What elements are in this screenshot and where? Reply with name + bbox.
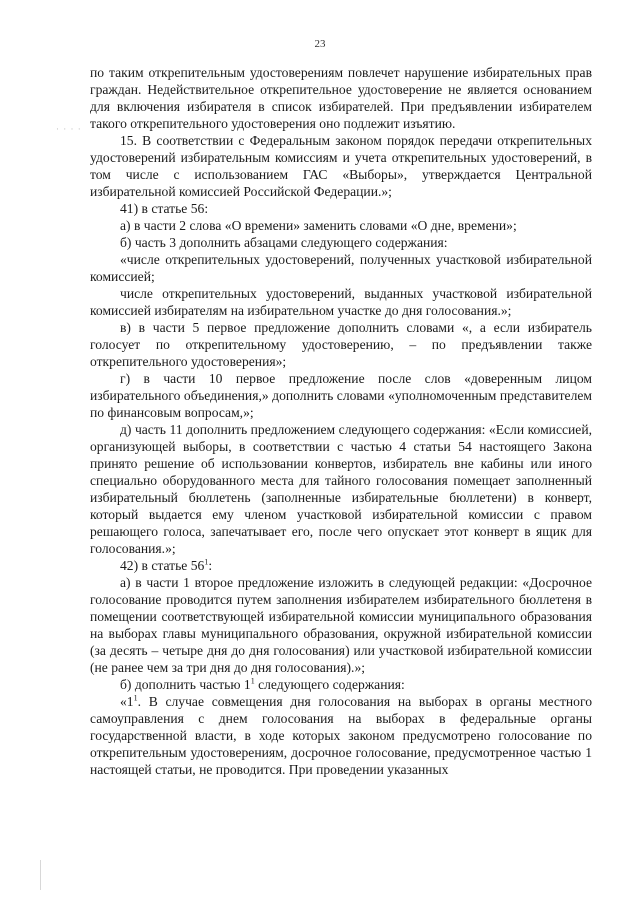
paragraph: «числе открепительных удостоверений, полученных участковой избирательной комиссией; bbox=[90, 252, 592, 284]
paragraph: по таким открепительным удостоверениям повлечет нарушение избирательных прав граждан. Недействительное открепительное удостоверение не является основанием для включения избирателя в список избирателей. При предъявлении избирателем такого открепительного удостоверения оно подлежит изъятию. bbox=[90, 65, 592, 131]
paragraph-new-part bbox=[90, 693, 592, 778]
superscript: 1 bbox=[250, 676, 255, 686]
text: 42) в статье 56 bbox=[120, 558, 205, 573]
paragraph-part-1-1 bbox=[90, 676, 592, 693]
text: б) дополнить частью 1 bbox=[120, 677, 251, 692]
superscript: 1 bbox=[133, 693, 138, 703]
scan-edge-line bbox=[40, 860, 41, 890]
paragraph-article-56-1 bbox=[90, 557, 592, 574]
paragraph: числе открепительных удостоверений, выданных участковой избирательной комиссией избирателям на избирательном участке до дня голосования.»; bbox=[90, 286, 592, 318]
text: «1 bbox=[120, 694, 134, 709]
paragraph: д) часть 11 дополнить предложением следующего содержания: «Если комиссией, организующей выборы, в соответствии с частью 4 статьи 54 настоящего Закона принято решение об использовании конвертов, избиратель вне кабины или иного специально оборудованного места для тайного голосования помещает заполненный избирательный бюллетень (заполненные избирательные бюллетени) в конверт, который выдается ему членом участковой избирательной комиссии с правом решающего голоса, запечатывает его, после чего опускает этот конверт в ящик для голосования.»; bbox=[90, 422, 592, 556]
paragraph: а) в части 1 второе предложение изложить в следующей редакции: «Досрочное голосование проводится путем заполнения избирателем избирательного бюллетеня в помещении соответствующей избирательной комиссии муниципального образования на выборах главы муниципального образования, окружной избирательной комиссии (за десять – четыре дня до дня голосования) или участковой избирательной комиссии (не ранее чем за три дня до дня голосования).»; bbox=[90, 575, 592, 675]
page-number: 23 bbox=[314, 38, 326, 50]
paragraph: 41) в статье 56: bbox=[120, 201, 209, 216]
paragraph: 15. В соответствии с Федеральным законом порядок передачи открепительных удостоверений избирательным комиссиям и учета открепительных удостоверений, в том числе с использованием ГАС «Выборы», утверждается Центральной избирательной комиссией Российской Федерации.»; bbox=[90, 133, 592, 199]
paragraph: г) в части 10 первое предложение после слов «доверенным лицом избирательного объединения,» дополнить словами «уполномоченным представителем по финансовым вопросам,»; bbox=[90, 371, 592, 420]
text: . В случае совмещения дня голосования на выборах в органы местного самоуправления с днем голосования на выборах в федеральные органы государственной власти, в ходе которых законом предусмотрено голосование по открепительным удостоверениям, досрочное голосование, предусмотренное частью 1 настоящей статьи, не проводится. При проведении указанных bbox=[90, 694, 592, 777]
text: следующего содержания: bbox=[254, 677, 405, 692]
superscript: 1 bbox=[204, 557, 209, 567]
text: : bbox=[208, 558, 213, 573]
paragraph: в) в части 5 первое предложение дополнить словами «, а если избиратель голосует по открепительному удостоверению, – по предъявлении также открепительного удостоверения»; bbox=[90, 320, 592, 369]
margin-mark: · · · · bbox=[56, 124, 82, 134]
document-body bbox=[90, 64, 592, 778]
paragraph: а) в части 2 слова «О времени» заменить словами «О дне, времени»; bbox=[120, 218, 517, 233]
paragraph: б) часть 3 дополнить абзацами следующего содержания: bbox=[120, 235, 448, 250]
